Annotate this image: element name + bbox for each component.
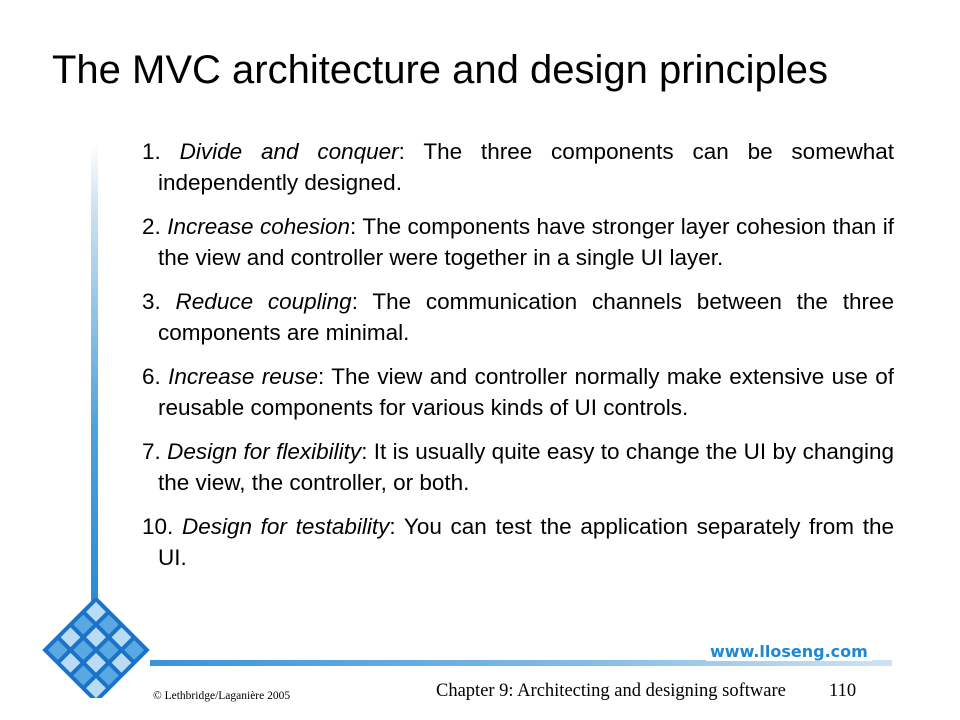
principle-item: 7. Design for flexibility: It is usually quite easy to change the UI by changing the view, the controller, or both. bbox=[142, 439, 894, 495]
principle-term: Reduce coupling bbox=[175, 289, 352, 314]
principle-item: 6. Increase reuse: The view and controller normally make extensive use of reusable components for various kinds of UI controls. bbox=[142, 364, 894, 420]
footer-page-number: 110 bbox=[829, 681, 857, 701]
principles-list bbox=[142, 136, 894, 586]
principle-term: Design for testability bbox=[181, 514, 390, 539]
footer-copyright: © Lethbridge/Laganière 2005 bbox=[153, 690, 291, 702]
principle-item: 10. Design for testability: You can test the application separately from the UI. bbox=[142, 514, 894, 570]
website-link[interactable]: www.lloseng.com bbox=[706, 642, 872, 661]
left-accent-bar bbox=[91, 143, 98, 663]
principle-item: 3. Reduce coupling: The communication channels between the three components are minimal. bbox=[142, 289, 894, 345]
lloseng-logo-icon bbox=[40, 598, 152, 698]
principle-term: Divide and conquer bbox=[179, 139, 399, 164]
footer-chapter-title: Chapter 9: Architecting and designing software bbox=[436, 681, 786, 701]
principle-term: Design for flexibility bbox=[167, 439, 362, 464]
principle-term: Increase reuse bbox=[168, 364, 319, 389]
principle-item: 1. Divide and conquer: The three components can be somewhat independently designed. bbox=[142, 139, 894, 195]
slide-title: The MVC architecture and design principles bbox=[52, 48, 828, 92]
principle-term: Increase cohesion bbox=[167, 214, 351, 239]
principle-item: 2. Increase cohesion: The components have stronger layer cohesion than if the view and controller were together in a single UI layer. bbox=[142, 214, 894, 270]
